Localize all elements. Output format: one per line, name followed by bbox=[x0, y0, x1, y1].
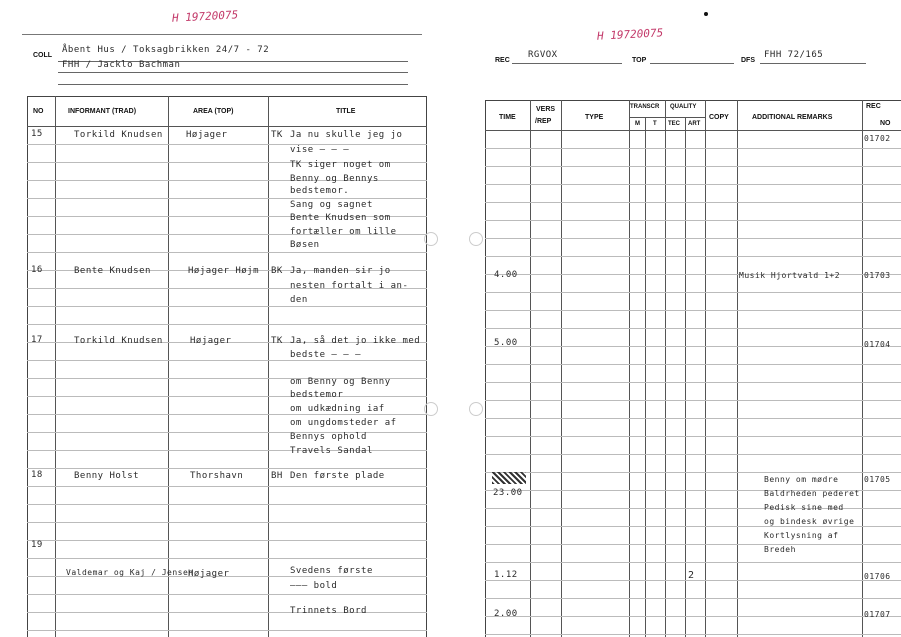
left-catalog-stamp: H 19720075 bbox=[171, 8, 239, 25]
row-code: BH bbox=[271, 471, 283, 481]
col-header-art: ART bbox=[688, 121, 701, 127]
punch-dot bbox=[704, 12, 708, 16]
entry-time: 1.12 bbox=[494, 570, 518, 580]
remarks-line: og bindesk øvrige bbox=[764, 517, 855, 526]
title-line: TK siger noget om bbox=[290, 160, 391, 170]
title-line: Ja, manden sir jo bbox=[290, 266, 391, 276]
entry-time: 5.00 bbox=[494, 338, 518, 348]
col-header-copy: COPY bbox=[709, 114, 729, 121]
title-line: om udkædning iaf bbox=[290, 404, 385, 414]
rec-no: 01705 bbox=[864, 475, 891, 484]
row-informant: Torkild Knudsen bbox=[74, 336, 163, 346]
coll-label: COLL bbox=[33, 52, 53, 59]
coll-text-2: FHH / Jacklo Bachman bbox=[62, 60, 181, 70]
col-header-rec: REC bbox=[866, 103, 881, 110]
row-no: 19 bbox=[31, 540, 43, 550]
row-code: BK bbox=[271, 266, 283, 276]
col-header-no: NO bbox=[33, 108, 44, 115]
coll-text: Åbent Hus / Toksagbrikken 24/7 - 72 bbox=[62, 45, 270, 55]
binder-hole bbox=[469, 402, 483, 416]
title-line: Sang og sagnet bbox=[290, 200, 373, 210]
row-area: Højager bbox=[186, 130, 228, 140]
entry-tec: 2 bbox=[688, 570, 695, 581]
row-no: 17 bbox=[31, 335, 43, 345]
title-line: Svedens første bbox=[290, 566, 373, 576]
binder-hole bbox=[424, 232, 438, 246]
title-line: Ja nu skulle jeg jo bbox=[290, 130, 403, 140]
row-area: Højager bbox=[190, 336, 232, 346]
row-informant: Valdemar og Kaj / Jensen bbox=[66, 568, 194, 577]
title-line: den bbox=[290, 295, 308, 305]
title-line: Den første plade bbox=[290, 471, 385, 481]
entry-time: 4.00 bbox=[494, 270, 518, 280]
col-header-rep: /REP bbox=[535, 118, 552, 125]
rec-no: 01703 bbox=[864, 271, 891, 280]
title-line: vise — — — bbox=[290, 145, 350, 155]
rec-no: 01702 bbox=[864, 134, 891, 143]
scribble-mark bbox=[492, 472, 526, 484]
row-area: Thorshavn bbox=[190, 471, 244, 481]
right-table bbox=[485, 100, 901, 637]
title-line: bedste — — — bbox=[290, 350, 362, 360]
col-header-time: TIME bbox=[499, 114, 516, 121]
col-header-m: M bbox=[635, 121, 640, 127]
title-line: bedstemor. bbox=[290, 186, 350, 196]
title-line: nesten fortalt i an- bbox=[290, 281, 409, 291]
title-line: Travels Sandal bbox=[290, 446, 373, 456]
row-no: 18 bbox=[31, 470, 43, 480]
col-header-transcr: TRANSCR bbox=[630, 104, 660, 110]
title-line: Bente Knudsen som bbox=[290, 213, 391, 223]
title-line: Trinnets Bord bbox=[290, 606, 367, 616]
title-line: Bennys ophold bbox=[290, 432, 367, 442]
rec-value: RGVOX bbox=[528, 50, 558, 60]
binder-hole bbox=[424, 402, 438, 416]
rec-no: 01706 bbox=[864, 572, 891, 581]
title-line: bedstemor bbox=[290, 390, 344, 400]
remarks-line: Kortlysning af bbox=[764, 531, 839, 540]
row-area: Højager bbox=[188, 569, 230, 579]
remarks-line: Musik Hjortvald 1+2 bbox=[739, 271, 841, 280]
dfs-label: DFS bbox=[741, 57, 755, 64]
remarks-line: Benny om mødre bbox=[764, 475, 839, 484]
col-header-t: T bbox=[653, 121, 657, 127]
col-header-rec-no: NO bbox=[880, 120, 891, 127]
row-no: 16 bbox=[31, 265, 43, 275]
top-label: TOP bbox=[632, 57, 647, 64]
title-line: Benny og Bennys bbox=[290, 174, 379, 184]
col-header-vers: VERS bbox=[536, 106, 556, 113]
col-header-tec: TEC bbox=[668, 121, 680, 127]
row-code: TK bbox=[271, 130, 283, 140]
remarks-line: Bredeh bbox=[764, 545, 796, 554]
binder-hole bbox=[469, 232, 483, 246]
title-line: Ja, så det jo ikke med bbox=[290, 336, 421, 346]
entry-time: 23.00 bbox=[493, 488, 523, 498]
entry-time: 2.00 bbox=[494, 609, 518, 619]
remarks-line: Baldrheden pederet bbox=[764, 489, 860, 498]
rec-no: 01707 bbox=[864, 610, 891, 619]
col-header-quality: QUALITY bbox=[670, 104, 697, 110]
dfs-value: FHH 72/165 bbox=[764, 50, 824, 60]
title-line: om ungdomsteder af bbox=[290, 418, 397, 428]
row-no: 15 bbox=[31, 129, 43, 139]
rec-label: REC bbox=[495, 57, 510, 64]
row-informant: Bente Knudsen bbox=[74, 266, 151, 276]
row-area: Højager Højm bbox=[188, 266, 260, 276]
rec-no: 01704 bbox=[864, 340, 891, 349]
title-line: fortæller om lille bbox=[290, 227, 397, 237]
row-informant: Torkild Knudsen bbox=[74, 130, 163, 140]
row-informant: Benny Holst bbox=[74, 471, 140, 481]
title-line: ——— bold bbox=[290, 581, 338, 591]
col-header-remarks: ADDITIONAL REMARKS bbox=[752, 114, 833, 121]
right-catalog-stamp: H 19720075 bbox=[596, 26, 664, 43]
row-code: TK bbox=[271, 336, 283, 346]
remarks-line: Pedisk sine med bbox=[764, 503, 844, 512]
col-header-title: TITLE bbox=[336, 108, 356, 115]
col-header-area: AREA (TOP) bbox=[193, 108, 234, 115]
col-header-type: TYPE bbox=[585, 114, 604, 121]
col-header-informant: INFORMANT (TRAD) bbox=[68, 108, 137, 115]
title-line: Bøsen bbox=[290, 240, 320, 250]
title-line: om Benny og Benny bbox=[290, 377, 391, 387]
